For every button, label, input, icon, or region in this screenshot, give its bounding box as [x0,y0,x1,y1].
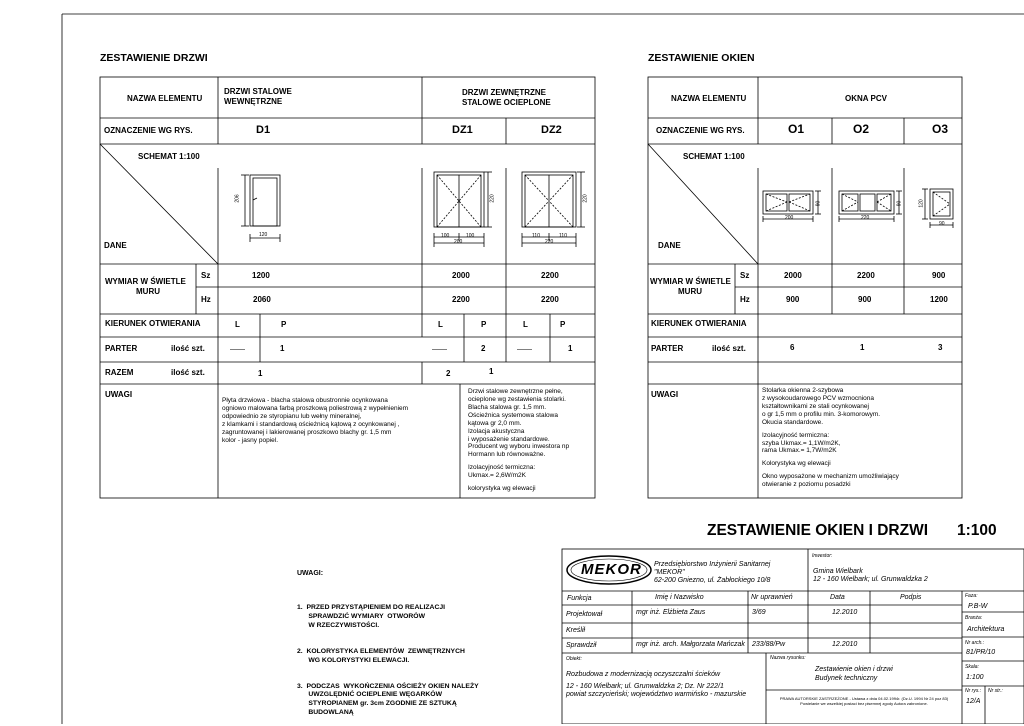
windows-wymiar-line1: WYMIAR W ŚWIETLE [650,277,731,286]
d1-width-dim: 120 [259,232,268,238]
d1-razem: 1 [258,369,263,378]
windows-parter-ilosc: ilość szt. [712,344,746,353]
obiekt-label: Obiekt: [566,656,582,662]
o1-width-dim: 200 [785,215,794,221]
dz2-w1-dim: 110 [532,233,540,239]
company-line1: Przedsiębiorstwo Inżynierii Sanitarnej [654,561,771,568]
row-projektowal-license: 3/69 [752,609,766,616]
windows-type: OKNA PCV [845,94,887,103]
row-sprawdzil-role: Sprawdził [566,642,597,649]
hdr-imie: Imię i Nazwisko [655,594,704,601]
o2-hz: 900 [858,295,872,304]
doors-type2-line1: DRZWI ZEWNĘTRZNE [462,88,546,97]
company-line3: 62-200 Gniezno, ul. Żabłockiego 10/8 [654,577,771,584]
obiekt-line2: 12 - 160 Wielbark; ul. Grunwaldzka 2; Dz. Nr 222/1 [566,683,724,690]
nazwa-rysunku-line2: Budynek techniczny [815,675,878,682]
windows-schemat-label: SCHEMAT 1:100 [683,152,745,161]
remarks-title: UWAGI: [297,570,324,577]
code-o1: O1 [788,122,805,136]
dz1-razem: 2 [446,369,451,378]
code-dz1: DZ1 [452,124,473,136]
o3-height-dim: 120 [918,199,925,208]
o3-width-dim: 90 [939,221,945,227]
investor-line2: 12 - 160 Wielbark; ul. Grunwaldzka 2 [813,576,928,583]
windows-dane-label: DANE [658,241,681,250]
dz1-kier-p: P [481,320,487,329]
nazwa-rysunku-line1: Zestawienie okien i drzwi [815,666,893,673]
o1-parter: 6 [790,343,795,352]
faza-label: Faza: [965,593,978,599]
d1-kier-l: L [235,320,240,329]
doors-type2-line2: STALOWE OCIEPLONE [462,98,551,107]
o3-sz: 900 [932,271,946,280]
code-o2: O2 [853,122,870,136]
dz2-height-dim: 220 [582,194,589,203]
hdr-data: Data [830,594,845,601]
windows-parter-label: PARTER [651,344,684,353]
doors-schemat-label: SCHEMAT 1:100 [138,152,200,161]
obiekt-line3: powiat szczycieński; województwo warmińsko - mazurskie [566,691,747,698]
doors-title: ZESTAWIENIE DRZWI [100,52,208,64]
o3-parter: 3 [938,343,943,352]
investor-label: Inwestor: [812,553,833,559]
dz2-parter-dash: —— [517,344,532,353]
row-kreslil-role: Kreślił [566,627,586,634]
main-title: ZESTAWIENIE OKIEN I DRZWI [707,522,929,539]
investor-line1: Gmina Wielbark [813,568,863,575]
row-sprawdzil-license: 233/88/Pw [752,641,786,648]
hdr-podpis: Podpis [900,594,922,601]
d1-kier-p: P [281,320,287,329]
skala-label: Skala: [965,664,979,670]
d1-parter-dash: —— [230,344,245,353]
nrarch-value: 81/PR/10 [966,649,996,656]
o2-sz: 2200 [857,271,875,280]
row-sprawdzil-name: mgr inż. arch. Małgorzata Mańczak [636,641,745,648]
doors-wymiar-line2: MURU [136,287,160,296]
skala-value: 1:100 [966,674,984,681]
doors-wymiar-line1: WYMIAR W ŚWIETLE [105,277,186,286]
windows-note: Stolarka okienna 2-szybowa z wysokoudarowego PCV wzmocniona kształtownikami ze stali ocynkowanej o gr 1,5 mm o profilu min. 3-komorowym. Okucia standardowe. Izolacyjność termiczna: szyba Ukmax.= 1,1W/m2K, rama Ukmax.= 1,7W/m2K Kolorystyka wg elewacji Okno wyposażone w mechanizm umożliwiający otwieranie z poziomu posadzki [762,387,899,489]
obiekt-line1: Rozbudowa z modernizacją oczyszczalni ścieków [566,671,721,678]
doors-hz-label: Hz [201,295,211,304]
windows-wymiar-line2: MURU [678,287,702,296]
doors-uwagi-label: UWAGI [105,390,133,399]
o2-height-dim: 90 [896,200,903,207]
dz2-hz: 2200 [541,295,559,304]
row-sprawdzil-date: 12.2010 [832,641,858,648]
d1-hz: 2060 [253,295,271,304]
dz1-wt-dim: 200 [454,239,463,245]
nrrys-label: Nr rys.: [965,688,982,694]
row-projektowal-name: mgr inż. Elżbieta Zaus [636,609,706,616]
windows-oznaczenie-label: OZNACZENIE WG RYS. [656,126,745,135]
o2-width-dim: 220 [861,215,870,221]
doors-kierunek-label: KIERUNEK OTWIERANIA [105,319,201,328]
code-d1: D1 [256,124,271,136]
copyright-note: PRAWA AUTORSKIE ZASTRZEŻONE - Ustawa z dnia 04.02.1994r. (Dz.U. 1994 Nr 24 poz 83) Powielanie we wszelkiej postaci bez pisemnej zgody Autora zabronione. [779,696,949,707]
windows-kierunek-label: KIERUNEK OTWIERANIA [651,319,747,328]
windows-hz-label: Hz [740,295,750,304]
o1-sz: 2000 [784,271,802,280]
dz2-wt-dim: 220 [545,239,554,245]
dz2-razem: 1 [489,367,494,376]
windows-nazwa-label: NAZWA ELEMENTU [671,94,747,103]
dz1-kier-l: L [438,320,443,329]
doors-parter-label: PARTER [105,344,138,353]
doors-type1-line1: DRZWI STALOWE [224,87,292,96]
dz1-w1-dim: 100 [441,233,450,239]
main-scale: 1:100 [957,522,997,539]
mekor-logo: MEKOR [581,561,642,578]
doors-note-d1: Płyta drzwiowa - blacha stalowa obustronnie ocynkowana ogniowo malowana farbą proszkową poliestrową z wypełnieniem odpowiednio ze styropianu lub wełny mineralnej, z klamkami i standardową ościeżnicą kątową z ocynkowanej , zagruntowanej i lakierowanej proszkowo blachy gr. 1,5 mm kolor - jasny popiel. [222,397,409,444]
o1-hz: 900 [786,295,800,304]
hdr-funkcja: Funkcja [567,595,592,602]
doors-note-dz: Drzwi stalowe zewnętrzne pełne, ocieplone wg zestawienia stolarki. Blacha stalowa gr. 1,5 mm. Ościeżnica systemowa stalowa kątowa gr 2,0 mm. Izolacja akustyczna i wyposażenie standardowe. Producent wg wyboru inwestora np Hormann lub równoważne. Izolacyjność termiczna: Ukmax.= 2,6W/m2K kolorystyka wg elewacji [468,388,570,493]
d1-parter: 1 [280,344,285,353]
code-o3: O3 [932,122,949,136]
dz1-parter: 2 [481,344,486,353]
dz1-height-dim: 220 [489,194,496,203]
doors-nazwa-label: NAZWA ELEMENTU [127,94,203,103]
dz2-sz: 2200 [541,271,559,280]
dz2-kier-p: P [560,320,566,329]
doors-razem-ilosc: ilość szt. [171,368,205,377]
dz2-kier-l: L [523,320,528,329]
dz1-parter-dash: —— [432,344,447,353]
doors-sz-label: Sz [201,271,211,280]
branza-value: Architektura [967,626,1005,633]
nazwa-rysunku-label: Nazwa rysunku: [770,655,806,661]
row-projektowal-date: 12.2010 [832,609,858,616]
hdr-nr: Nr uprawnień [751,594,793,601]
windows-sz-label: Sz [740,271,750,280]
d1-height-dim: 206 [234,194,241,203]
row-projektowal-role: Projektował [566,611,603,618]
o1-height-dim: 90 [815,200,822,207]
windows-uwagi-label: UWAGI [651,390,679,399]
doors-parter-ilosc: ilość szt. [171,344,205,353]
nrstr-label: Nr str.: [988,688,1003,694]
code-dz2: DZ2 [541,124,562,136]
nrarch-label: Nr arch.: [965,640,985,646]
doors-type1-line2: WEWNĘTRZNE [224,97,283,106]
dz1-w2-dim: 100 [466,233,475,239]
dz1-sz: 2000 [452,271,470,280]
dz1-hz: 2200 [452,295,470,304]
doors-oznaczenie-label: OZNACZENIE WG RYS. [104,126,193,135]
faza-value: P.B-W [968,603,988,610]
branza-label: Branża: [965,615,983,621]
doors-razem-label: RAZEM [105,368,134,377]
windows-title: ZESTAWIENIE OKIEN [648,52,755,64]
dz2-w2-dim: 110 [559,233,567,239]
remarks-list: 1. PRZED PRZYSTĄPIENIEM DO REALIZACJI SPRAWDZIĆ WYMIARY OTWORÓW W RZECZYWISTOŚCI. 2. KOLORYSTYKA ELEMENTÓW ZEWNĘTRZNYCH WG KOLORYSTYKI ELEWACJI. 3. PODCZAS WYKOŃCZENIA OŚCIEŻY OKIEN NALEŻY UWZGLĘDNIĆ OCIEPLENIE WĘGARKÓW STYROPIANEM gr. 3cm ZGODNIE ZE SZTUKĄ BUDOWLANĄ [297,604,479,716]
nrrys-value: 12/A [966,698,981,705]
company-line2: "MEKOR" [654,569,685,576]
doors-dane-label: DANE [104,241,127,250]
dz2-parter: 1 [568,344,573,353]
d1-sz: 1200 [252,271,270,280]
o3-hz: 1200 [930,295,948,304]
o2-parter: 1 [860,343,865,352]
